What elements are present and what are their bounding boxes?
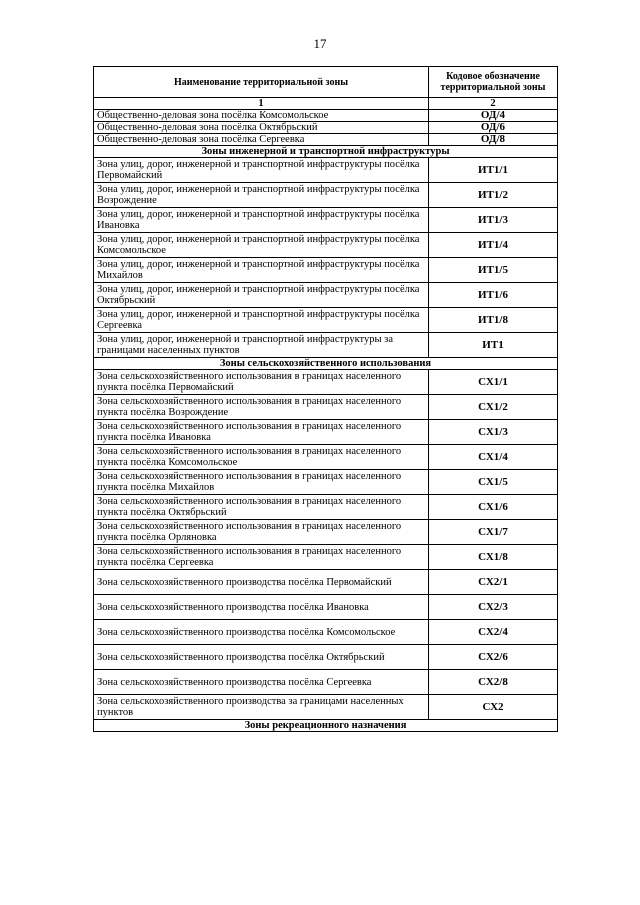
zone-code: СХ2/8 [429, 670, 558, 695]
column-number-row [94, 98, 558, 110]
zone-name: Зона сельскохозяйственного производства за границами населенных пунктов [94, 695, 429, 720]
zone-code: СХ2/6 [429, 645, 558, 670]
zone-name: Зона сельскохозяйственного использования в границах населенного пункта посёлка Первомайский [94, 370, 429, 395]
table-row [94, 670, 558, 695]
zone-name: Зона сельскохозяйственного использования в границах населенного пункта посёлка Комсомольское [94, 445, 429, 470]
header-zone-name: Наименование территориальной зоны [94, 67, 429, 98]
zone-code: ИТ1/1 [429, 158, 558, 183]
table-row [94, 545, 558, 570]
zone-name: Зона улиц, дорог, инженерной и транспортной инфраструктуры посёлка Комсомольское [94, 233, 429, 258]
zone-code: ИТ1/8 [429, 308, 558, 333]
zone-code: СХ1/4 [429, 445, 558, 470]
table-row [94, 595, 558, 620]
table-row [94, 283, 558, 308]
zone-code: ИТ1/2 [429, 183, 558, 208]
zone-code: ИТ1/6 [429, 283, 558, 308]
zone-name: Зона улиц, дорог, инженерной и транспортной инфраструктуры посёлка Михайлов [94, 258, 429, 283]
zone-name: Зона сельскохозяйственного производства посёлка Сергеевка [94, 670, 429, 695]
table-row [94, 695, 558, 720]
table-row [94, 134, 558, 146]
zone-name: Зона улиц, дорог, инженерной и транспортной инфраструктуры посёлка Сергеевка [94, 308, 429, 333]
zone-code: ИТ1/3 [429, 208, 558, 233]
zone-name: Зона сельскохозяйственного производства посёлка Первомайский [94, 570, 429, 595]
zone-code: СХ1/3 [429, 420, 558, 445]
zone-name: Зона сельскохозяйственного использования в границах населенного пункта посёлка Орляновка [94, 520, 429, 545]
table-row [94, 470, 558, 495]
zone-code: ИТ1/4 [429, 233, 558, 258]
zone-name: Зона сельскохозяйственного производства посёлка Октябрьский [94, 645, 429, 670]
table-row [94, 258, 558, 283]
zone-code: ИТ1/5 [429, 258, 558, 283]
zone-code: СХ1/5 [429, 470, 558, 495]
zone-name: Зона улиц, дорог, инженерной и транспортной инфраструктуры посёлка Октябрьский [94, 283, 429, 308]
section-title: Зоны рекреационного назначения [94, 720, 558, 732]
table-row [94, 520, 558, 545]
zone-code: СХ1/6 [429, 495, 558, 520]
page-number: 17 [313, 36, 327, 51]
table-row [94, 645, 558, 670]
zone-code: СХ1/7 [429, 520, 558, 545]
column-number-1: 1 [94, 98, 429, 110]
table-body [94, 110, 558, 732]
zone-name: Зона улиц, дорог, инженерной и транспортной инфраструктуры за границами населенных пунктов [94, 333, 429, 358]
zone-code: ОД/8 [429, 134, 558, 146]
table-row [94, 370, 558, 395]
zone-name: Зона сельскохозяйственного использования в границах населенного пункта посёлка Сергеевка [94, 545, 429, 570]
section-title: Зоны сельскохозяйственного использования [94, 358, 558, 370]
zone-name: Зона улиц, дорог, инженерной и транспортной инфраструктуры посёлка Ивановка [94, 208, 429, 233]
table-row [94, 445, 558, 470]
zone-code: СХ1/2 [429, 395, 558, 420]
zone-code: ИТ1 [429, 333, 558, 358]
zone-name: Зона сельскохозяйственного использования в границах населенного пункта посёлка Возрождение [94, 395, 429, 420]
zone-name: Зона сельскохозяйственного использования в границах населенного пункта посёлка Ивановка [94, 420, 429, 445]
zone-name: Зона улиц, дорог, инженерной и транспортной инфраструктуры посёлка Возрождение [94, 183, 429, 208]
section-title: Зоны инженерной и транспортной инфраструктуры [94, 146, 558, 158]
zone-code: СХ2 [429, 695, 558, 720]
zone-code: ОД/4 [429, 110, 558, 122]
table-row [94, 208, 558, 233]
zone-name: Зона улиц, дорог, инженерной и транспортной инфраструктуры посёлка Первомайский [94, 158, 429, 183]
zone-name: Общественно-деловая зона посёлка Октябрьский [94, 122, 429, 134]
table-row [94, 158, 558, 183]
zone-name: Общественно-деловая зона посёлка Сергеевка [94, 134, 429, 146]
zone-code: СХ1/1 [429, 370, 558, 395]
zone-code: СХ2/3 [429, 595, 558, 620]
section-row-agriculture [94, 358, 558, 370]
table-row [94, 122, 558, 134]
zone-code: СХ2/4 [429, 620, 558, 645]
table-row [94, 183, 558, 208]
zone-name: Зона сельскохозяйственного производства посёлка Ивановка [94, 595, 429, 620]
zone-code: СХ1/8 [429, 545, 558, 570]
table-row [94, 620, 558, 645]
zone-code: СХ2/1 [429, 570, 558, 595]
table-row [94, 495, 558, 520]
header-zone-code: Кодовое обозначение территориальной зоны [429, 67, 558, 98]
zone-name: Зона сельскохозяйственного производства посёлка Комсомольское [94, 620, 429, 645]
zone-name: Общественно-деловая зона посёлка Комсомольское [94, 110, 429, 122]
table-row [94, 110, 558, 122]
section-row-infrastructure [94, 146, 558, 158]
section-row-recreation [94, 720, 558, 732]
table-header-row [94, 67, 558, 98]
table-row [94, 233, 558, 258]
table-row [94, 308, 558, 333]
table-row [94, 420, 558, 445]
zone-name: Зона сельскохозяйственного использования в границах населенного пункта посёлка Октябрьский [94, 495, 429, 520]
table-row [94, 395, 558, 420]
table-row [94, 333, 558, 358]
zones-table [93, 66, 558, 732]
zone-name: Зона сельскохозяйственного использования в границах населенного пункта посёлка Михайлов [94, 470, 429, 495]
table-row [94, 570, 558, 595]
column-number-2: 2 [429, 98, 558, 110]
zone-code: ОД/6 [429, 122, 558, 134]
